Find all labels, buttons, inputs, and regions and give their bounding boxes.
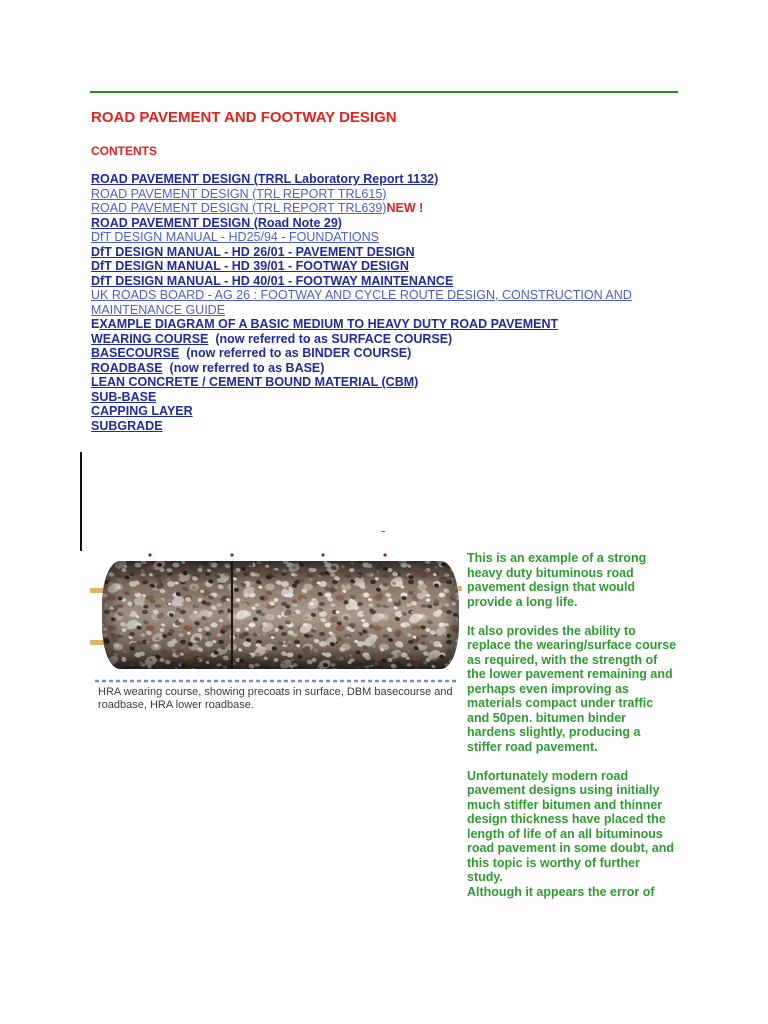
margin-rule [80, 452, 82, 551]
description-line: Unfortunately modern road [467, 768, 629, 783]
core-sample-image [90, 548, 462, 686]
contents-item [91, 346, 656, 361]
description-text [467, 551, 676, 914]
contents-item [91, 390, 656, 405]
description-line: It also provides the ability to [467, 623, 636, 638]
contents-link-trl639[interactable]: ROAD PAVEMENT DESIGN (TRL REPORT TRL639) [91, 201, 387, 215]
contents-link-hd40-01[interactable]: DfT DESIGN MANUAL - HD 40/01 - FOOTWAY MAINTENANCE [91, 273, 454, 288]
contents-item [91, 216, 656, 231]
contents-item [91, 201, 656, 216]
contents-item [91, 361, 656, 376]
description-line: the lower pavement remaining and [467, 667, 673, 681]
contents-item [91, 245, 656, 260]
description-line: stiffer road pavement. [467, 739, 598, 754]
contents-item [91, 419, 656, 434]
description-line: pavement designs using initially [467, 783, 660, 797]
photo-caption-line: roadbase, HRA lower roadbase. [98, 699, 254, 711]
contents-link-trl615[interactable]: ROAD PAVEMENT DESIGN (TRL REPORT TRL615) [91, 186, 387, 201]
contents-item [91, 404, 656, 419]
pavement-core-photo [90, 548, 462, 713]
contents-link-hd26-01[interactable]: DfT DESIGN MANUAL - HD 26/01 - PAVEMENT DESIGN [91, 244, 415, 259]
description-line: Although it appears the error of [467, 884, 655, 899]
contents-link-sub-base[interactable]: SUB-BASE [91, 389, 157, 404]
description-line: This is an example of a strong [467, 551, 647, 565]
description-line: design thickness have placed the [467, 812, 666, 826]
contents-link-wearing-course[interactable]: WEARING COURSE [91, 331, 209, 346]
contents-item-note: (now referred to as BINDER COURSE) [186, 346, 412, 360]
contents-link-road-note-29[interactable]: ROAD PAVEMENT DESIGN (Road Note 29) [91, 215, 342, 230]
description-line: hardens slightly, producing a [467, 725, 641, 739]
description-line: perhaps even improving as [467, 681, 629, 696]
contents-item-note: (now referred to as BASE) [169, 360, 325, 375]
contents-item [91, 375, 656, 390]
stray-mark [381, 531, 385, 532]
contents-item-note: (now referred to as SURFACE COURSE) [215, 331, 453, 346]
photo-caption-line: HRA wearing course, showing precoats in surface, DBM basecourse and [98, 686, 453, 698]
contents-link-ag26[interactable]: UK ROADS BOARD - AG 26 : FOOTWAY AND CYCLE ROUTE DESIGN, CONSTRUCTION AND MAINTENANCE GUIDE [91, 288, 632, 317]
header-rule [90, 91, 678, 93]
marker-dot [383, 553, 386, 556]
contents-heading: CONTENTS [91, 144, 157, 158]
description-line: study. [467, 870, 503, 884]
description-line: replace the wearing/surface course [467, 638, 677, 652]
contents-link-hd39-01[interactable]: DfT DESIGN MANUAL - HD 39/01 - FOOTWAY DESIGN [91, 259, 409, 273]
description-line: this topic is worthy of further [467, 855, 640, 870]
contents-link-hd25-94[interactable]: DfT DESIGN MANUAL - HD25/94 - FOUNDATIONS [91, 230, 380, 244]
description-line: pavement design that would [467, 580, 636, 594]
marker-dot [321, 553, 324, 556]
photo-caption [98, 686, 453, 712]
contents-link-example-diagram[interactable]: XAMPLE DIAGRAM OF A BASIC MEDIUM TO HEAVY DUTY ROAD PAVEMENT [99, 317, 559, 331]
description-paragraph [467, 769, 676, 900]
contents-item [91, 172, 656, 187]
contents-link-lean-concrete-cbm[interactable]: LEAN CONCRETE / CEMENT BOUND MATERIAL (CBM) [91, 375, 419, 389]
description-line: road pavement in some doubt, and [467, 841, 674, 855]
description-line: and 50pen. bitumen binder [467, 710, 627, 725]
contents-item [91, 332, 656, 347]
contents-link-basecourse[interactable]: BASECOURSE [91, 346, 180, 360]
description-paragraph [467, 624, 676, 755]
contents-item [91, 317, 656, 332]
description-line: much stiffer bitumen and thinner [467, 797, 663, 812]
contents-link-trrl-lr1132[interactable]: ROAD PAVEMENT DESIGN (TRRL Laboratory Report 1132) [91, 172, 439, 186]
description-paragraph [467, 551, 676, 609]
marker-dot [148, 553, 151, 556]
contents-link-subgrade[interactable]: SUBGRADE [91, 418, 163, 433]
marker-dot [230, 553, 233, 556]
core-sample [102, 561, 459, 669]
contents-item-initial: E [91, 317, 100, 331]
description-line: length of life of an all bituminous [467, 826, 663, 841]
contents-item [91, 187, 656, 202]
description-line: materials compact under traffic [467, 696, 654, 710]
description-line: provide a long life. [467, 594, 578, 609]
page-title: ROAD PAVEMENT AND FOOTWAY DESIGN [91, 109, 397, 126]
contents-list [91, 172, 656, 433]
new-badge: NEW ! [386, 201, 424, 215]
contents-link-roadbase[interactable]: ROADBASE [91, 360, 163, 375]
contents-link-capping-layer[interactable]: CAPPING LAYER [91, 404, 193, 418]
contents-item [91, 274, 656, 289]
contents-item [91, 230, 656, 245]
description-line: heavy duty bituminous road [467, 565, 634, 580]
contents-item [91, 259, 656, 274]
description-line: as required, with the strength of [467, 652, 658, 667]
contents-item [91, 288, 656, 317]
